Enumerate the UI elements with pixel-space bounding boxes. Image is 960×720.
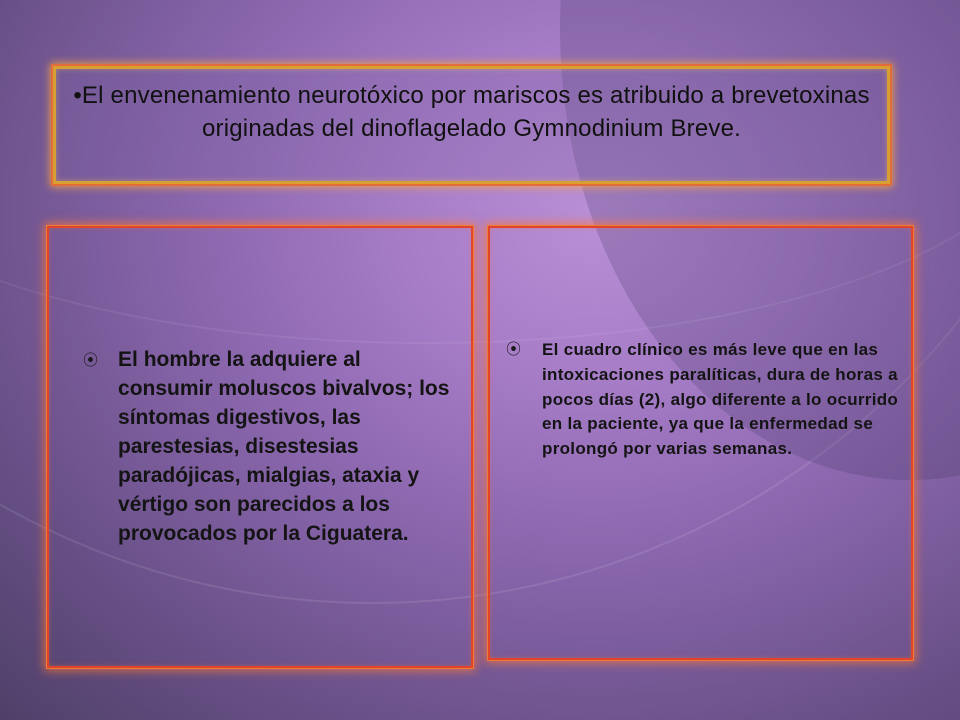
slide-title-box <box>53 66 890 184</box>
right-content-box <box>488 226 913 660</box>
left-content-box <box>47 226 473 668</box>
circled-dot-bullet-icon: ⦿ <box>506 341 522 358</box>
circled-dot-bullet-icon: ⦿ <box>83 352 99 369</box>
bullet-item <box>83 346 453 549</box>
slide-title: •El envenenamiento neurotóxico por mariscos es atribuido a brevetoxinas originadas del dinoflagelado Gymnodinium Breve. <box>73 82 870 143</box>
bullet-text: El hombre la adquiere al consumir moluscos bivalvos; los síntomas digestivos, las parestesias, disestesias paradójicas, mialgias, ataxia y vértigo son parecidos a los provocados por la Ciguatera. <box>118 348 450 545</box>
bullet-text: El cuadro clínico es más leve que en las intoxicaciones paralíticas, dura de horas a pocos días (2), algo diferente a lo ocurrido en la paciente, ya que la enfermedad se prolongó por varias semanas. <box>542 340 899 459</box>
bullet-item <box>506 338 906 462</box>
